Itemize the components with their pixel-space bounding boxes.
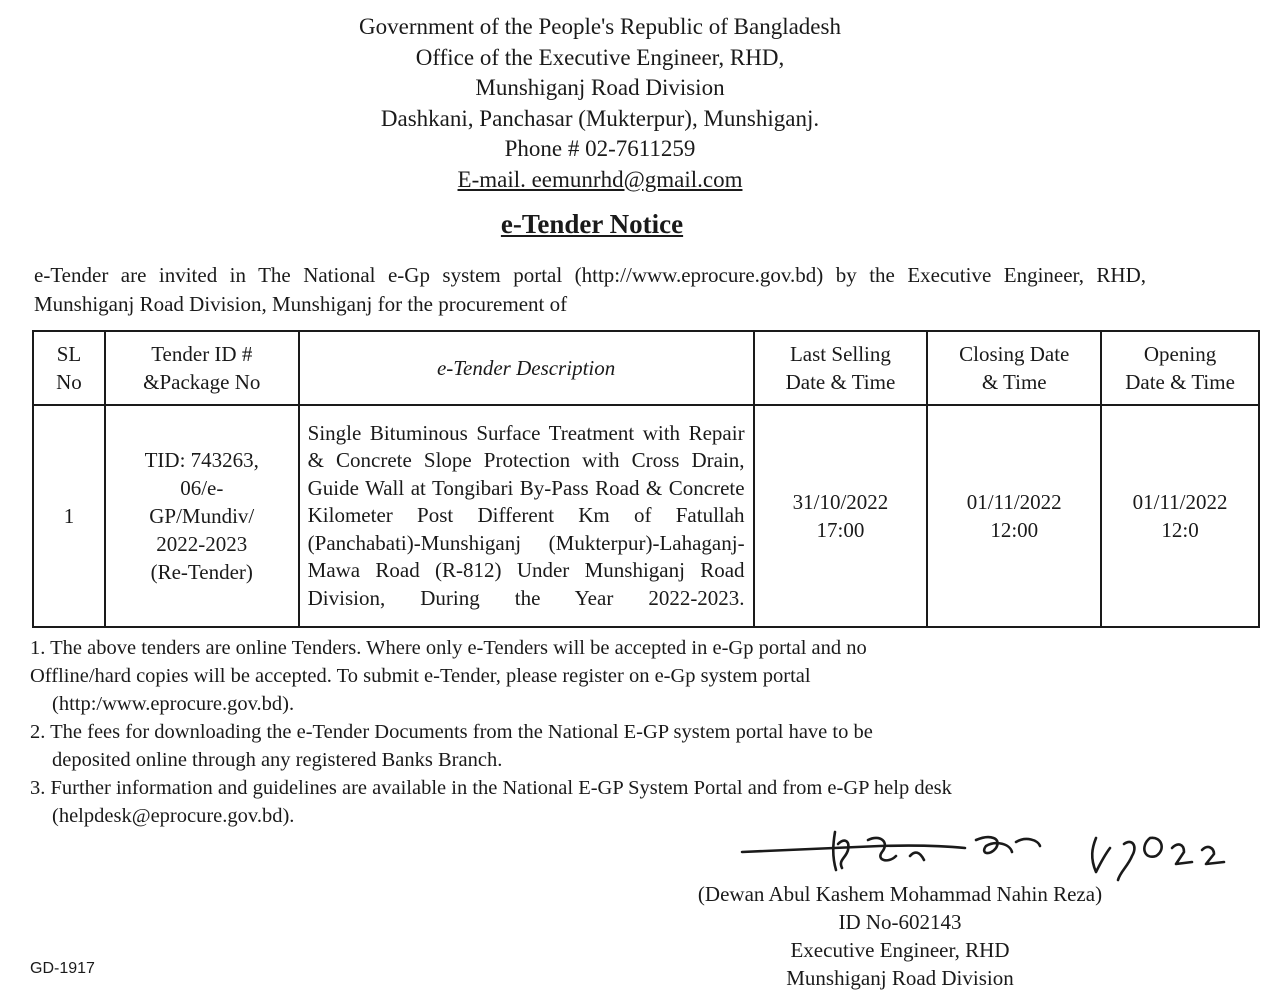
- table-header-row: [33, 331, 1259, 405]
- cell-sl: 1: [33, 405, 105, 627]
- office-line: Office of the Executive Engineer, RHD,: [415, 44, 785, 70]
- phone-line: Phone # 02-7611259: [504, 136, 696, 161]
- cell-last-selling: 31/10/2022 17:00: [754, 405, 928, 627]
- table-row: [33, 405, 1259, 627]
- cell-closing: 01/11/2022 12:00: [927, 405, 1101, 627]
- office-header: [0, 12, 1200, 195]
- signatory-division: Munshiganj Road Division: [786, 966, 1014, 990]
- signatory-block: [640, 880, 1160, 992]
- email-line: E-mail. eemunrhd@gmail.com: [457, 166, 743, 192]
- intro-paragraph: e-Tender are invited in The National e-Gp system portal (http://www.eprocure.gov.bd) by the Executive Engineer, RHD, Munshiganj Road Division, Munshiganj for the procurement of: [34, 263, 1146, 316]
- note-3-line-1: 3. Further information and guidelines are available in the National E-GP System Portal and from e-GP help desk: [30, 777, 952, 799]
- note-2-line-1: 2. The fees for downloading the e-Tender Documents from the National E-GP system portal have to be: [30, 721, 873, 743]
- header-sl: SL No: [33, 331, 105, 405]
- note-1-line-2: Offline/hard copies will be accepted. To submit e-Tender, please register on e-Gp system portal: [30, 665, 811, 687]
- tender-table: [32, 330, 1260, 628]
- document-code: GD-1917: [30, 960, 95, 977]
- notes-list: [30, 634, 1180, 830]
- cell-tender-id: TID: 743263, 06/e- GP/Mundiv/ 2022-2023 (Re-Tender): [105, 405, 299, 627]
- signatory-id: ID No-602143: [838, 910, 962, 934]
- notice-title: e-Tender Notice: [500, 209, 684, 239]
- header-last-selling: Last Selling Date & Time: [754, 331, 928, 405]
- cell-opening: 01/11/2022 12:0: [1101, 405, 1259, 627]
- signatory-designation: Executive Engineer, RHD: [790, 938, 1010, 962]
- government-line: Government of the People's Republic of Bangladesh: [359, 14, 841, 39]
- header-closing: Closing Date & Time: [927, 331, 1101, 405]
- division-line: Munshiganj Road Division: [475, 75, 725, 100]
- address-line: Dashkani, Panchasar (Mukterpur), Munshiganj.: [380, 105, 820, 131]
- handwritten-signature: [740, 826, 1260, 886]
- note-1-line-3: (http:/www.eprocure.gov.bd).: [52, 693, 295, 715]
- header-tender-id: Tender ID # &Package No: [105, 331, 299, 405]
- note-2-line-2: deposited online through any registered Banks Branch.: [52, 749, 503, 771]
- header-description: e-Tender Description: [299, 331, 754, 405]
- note-3-line-2: (helpdesk@eprocure.gov.bd).: [52, 805, 295, 827]
- header-opening: Opening Date & Time: [1101, 331, 1259, 405]
- cell-description: Single Bituminous Surface Treatment with Repair & Concrete Slope Protection with Cross Drain, Guide Wall at Tongibari By-Pass Road & Concrete Kilometer Post Different Km of Fatullah (Panchabati)-Munshiganj (Mukterpur)-Lahaganj-Mawa Road (R-812) Under Munshiganj Road Division, During the Year 2022-2023.: [299, 405, 754, 627]
- note-1-line-1: 1. The above tenders are online Tenders. Where only e-Tenders will be accepted in e-Gp portal and no: [30, 637, 867, 659]
- signatory-name: (Dewan Abul Kashem Mohammad Nahin Reza): [697, 882, 1103, 906]
